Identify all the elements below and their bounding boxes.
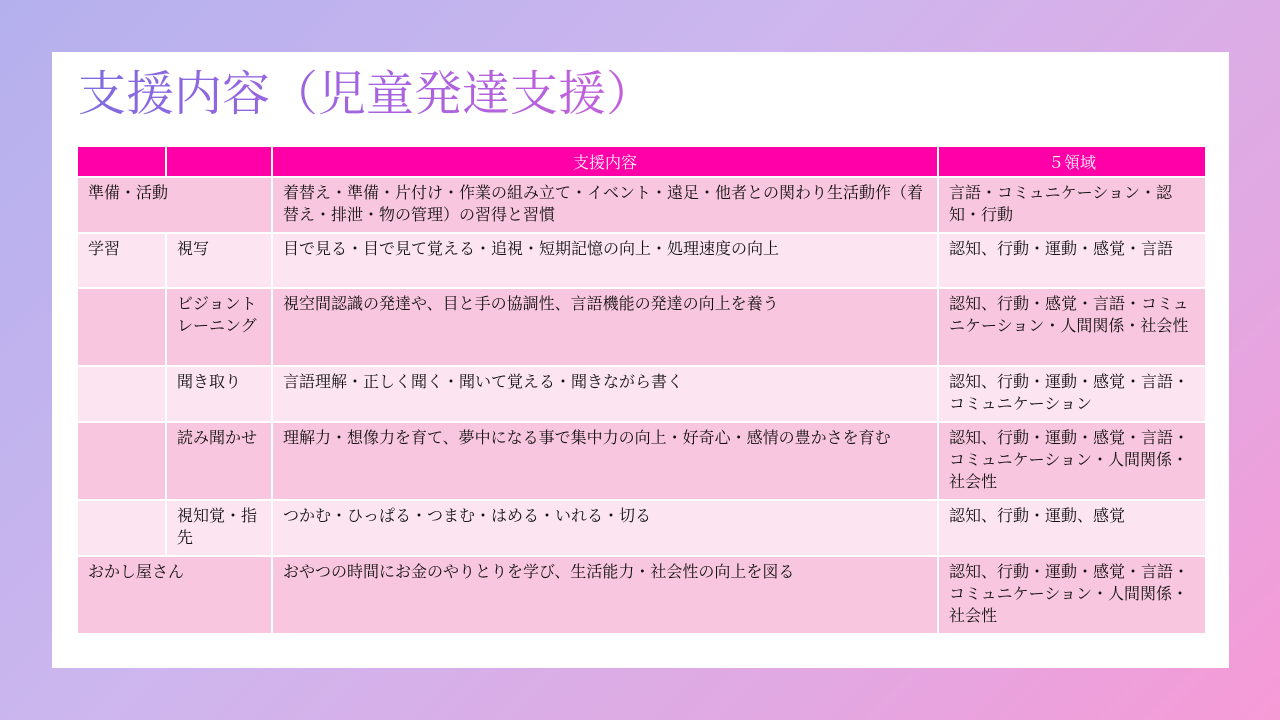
row-category bbox=[77, 366, 166, 422]
row-category bbox=[77, 422, 166, 500]
header-category bbox=[77, 146, 166, 177]
table-row bbox=[77, 422, 1206, 500]
row-domains: 認知、行動・感覚・言語・コミュニケーション・人間関係・社会性 bbox=[938, 288, 1206, 366]
support-table bbox=[76, 145, 1207, 635]
row-subcategory: 視知覚・指先 bbox=[166, 500, 272, 556]
row-content: つかむ・ひっぱる・つまむ・はめる・いれる・切る bbox=[272, 500, 938, 556]
row-content: 着替え・準備・片付け・作業の組み立て・イベント・遠足・他者との関わり生活動作（着替え・排泄・物の管理）の習得と習慣 bbox=[272, 177, 938, 233]
table-row bbox=[77, 366, 1206, 422]
row-content: 言語理解・正しく聞く・聞いて覚える・聞きながら書く bbox=[272, 366, 938, 422]
row-category: 準備・活動 bbox=[77, 177, 272, 233]
slide-title: 支援内容（児童発達支援） bbox=[78, 60, 654, 128]
row-subcategory: ビジョントレーニング bbox=[166, 288, 272, 366]
row-domains: 認知、行動・運動・感覚・言語・コミュニケーション・人間関係・社会性 bbox=[938, 556, 1206, 634]
slide bbox=[52, 52, 1229, 668]
row-content: 視空間認識の発達や、目と手の協調性、言語機能の発達の向上を養う bbox=[272, 288, 938, 366]
table-row bbox=[77, 556, 1206, 634]
row-category bbox=[77, 500, 166, 556]
row-subcategory: 読み聞かせ bbox=[166, 422, 272, 500]
row-domains: 言語・コミュニケーション・認知・行動 bbox=[938, 177, 1206, 233]
row-content: 理解力・想像力を育て、夢中になる事で集中力の向上・好奇心・感情の豊かさを育む bbox=[272, 422, 938, 500]
row-category: 学習 bbox=[77, 233, 166, 288]
table-row bbox=[77, 500, 1206, 556]
row-subcategory: 視写 bbox=[166, 233, 272, 288]
table-header-row bbox=[77, 146, 1206, 177]
row-category: おかし屋さん bbox=[77, 556, 272, 634]
header-content: 支援内容 bbox=[272, 146, 938, 177]
row-category bbox=[77, 288, 166, 366]
row-content: 目で見る・目で見て覚える・追視・短期記憶の向上・処理速度の向上 bbox=[272, 233, 938, 288]
header-subcategory bbox=[166, 146, 272, 177]
table-row bbox=[77, 288, 1206, 366]
row-domains: 認知、行動・運動、感覚 bbox=[938, 500, 1206, 556]
row-domains: 認知、行動・運動・感覚・言語 bbox=[938, 233, 1206, 288]
row-subcategory: 聞き取り bbox=[166, 366, 272, 422]
row-content: おやつの時間にお金のやりとりを学び、生活能力・社会性の向上を図る bbox=[272, 556, 938, 634]
row-domains: 認知、行動・運動・感覚・言語・コミュニケーション bbox=[938, 366, 1206, 422]
row-domains: 認知、行動・運動・感覚・言語・コミュニケーション・人間関係・社会性 bbox=[938, 422, 1206, 500]
table-row bbox=[77, 177, 1206, 233]
header-domains: ５領域 bbox=[938, 146, 1206, 177]
table-row bbox=[77, 233, 1206, 288]
